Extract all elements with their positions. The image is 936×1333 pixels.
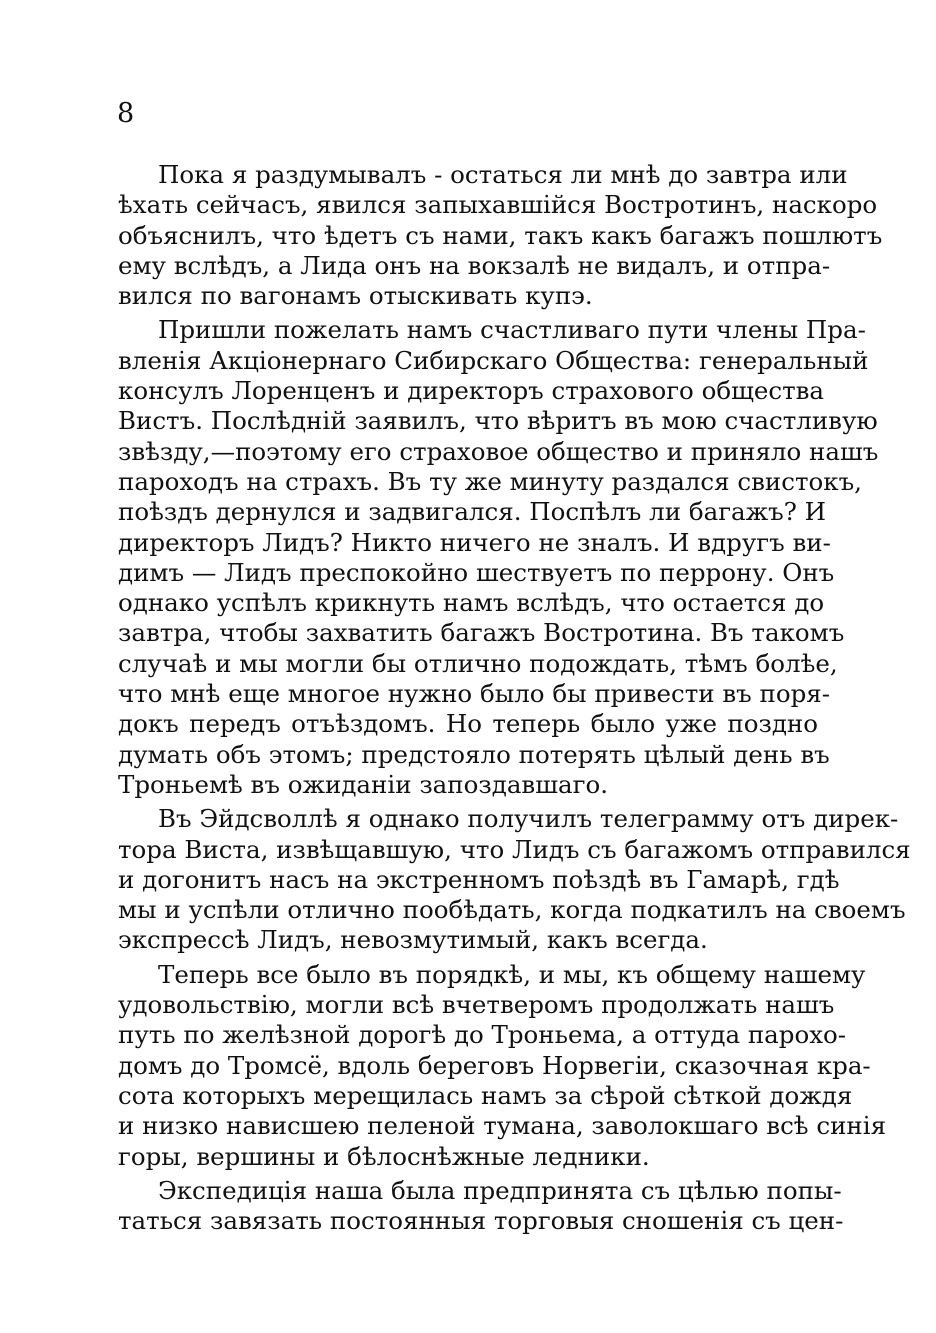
text-line: Пришли пожелать намъ счастливаго пути члены Пра- xyxy=(158,315,866,345)
text-line: таться завязать постоянныя торговыя сношенія съ цен- xyxy=(118,1206,844,1236)
text-line: Пока я раздумывалъ - остаться ли мнѣ до завтра или xyxy=(158,160,848,189)
text-line: Троньемѣ въ ожиданіи запоздавшаго. xyxy=(118,769,608,799)
text-line: сота которыхъ мерещилась намъ за сѣрой сѣткой дождя xyxy=(118,1080,853,1110)
text-line: Теперь все было въ порядкѣ, и мы, къ общему нашему xyxy=(158,959,866,989)
paragraph-1 xyxy=(118,160,883,311)
text-line: ѣхать сейчасъ, явился запыхавшійся Востротинъ, наскоро xyxy=(118,190,878,220)
paragraph-5 xyxy=(118,1175,844,1237)
text-line: Въ Эйдсволлѣ я однако получилъ телеграмму отъ дирек- xyxy=(158,804,899,834)
text-line: вился по вагонамъ отыскивать купэ. xyxy=(118,281,593,311)
text-line: ему вслѣдъ, а Лида онъ на вокзалѣ не видалъ, и отпра- xyxy=(118,250,831,280)
text-line: тора Виста, извѣщавшую, что Лидъ съ багажомъ отправился xyxy=(118,834,911,864)
text-line: удовольствію, могли всѣ вчетверомъ продолжать нашъ xyxy=(118,990,835,1020)
paragraph-3 xyxy=(118,804,911,955)
text-line: объяснилъ, что ѣдетъ съ нами, такъ какъ багажъ пошлютъ xyxy=(118,220,883,250)
text-line: случаѣ и мы могли бы отлично подождать, тѣмъ болѣе, xyxy=(118,648,838,678)
text-line: и низко нависшею пеленой тумана, заволокшаго всѣ синія xyxy=(118,1111,887,1141)
text-line: докъ передъ отъѣздомъ. Но теперь было уже поздно xyxy=(118,709,818,739)
page-number: 8 xyxy=(117,98,135,129)
text-line: поѣздъ дернулся и задвигался. Поспѣлъ ли багажъ? И xyxy=(118,497,827,527)
text-line: пароходъ на страхъ. Въ ту же минуту раздался свистокъ, xyxy=(118,466,862,496)
text-line: путь по желѣзной дорогѣ до Троньема, а оттуда парохо- xyxy=(118,1020,847,1050)
text-line: домъ до Тромсё, вдоль береговъ Норвегіи, сказочная кра- xyxy=(118,1050,871,1080)
text-line: директоръ Лидъ? Никто ничего не зналъ. И вдругъ ви- xyxy=(118,527,831,557)
text-line: звѣзду,—поэтому его страховое общество и приняло нашъ xyxy=(118,436,879,466)
paragraph-2 xyxy=(118,315,879,800)
text-line: экспрессѣ Лидъ, невозмутимый, какъ всегда. xyxy=(118,925,708,955)
text-line: вленія Акціонернаго Сибирскаго Общества: генеральный xyxy=(118,345,869,375)
text-line: что мнѣ еще многое нужно было бы привести въ поря- xyxy=(118,679,831,709)
text-line: горы, вершины и бѣлоснѣжные ледники. xyxy=(118,1141,650,1171)
text-line: Экспедиція наша была предпринята съ цѣлью попы- xyxy=(158,1175,842,1205)
paragraph-4 xyxy=(118,959,887,1172)
text-line: думать объ этомъ; предстояло потерять цѣлый день въ xyxy=(118,739,830,769)
text-line: димъ — Лидъ преспокойно шествуетъ по перрону. Онъ xyxy=(118,557,835,587)
body-text xyxy=(118,160,911,1236)
text-line: однако успѣлъ крикнуть намъ вслѣдъ, что остается до xyxy=(118,588,825,618)
text-line: завтра, чтобы захватить багажъ Востротина. Въ такомъ xyxy=(118,618,845,648)
text-line: консулъ Лоренценъ и директоръ страхового общества xyxy=(118,376,825,406)
text-line: и догонитъ насъ на экстренномъ поѣздѣ въ Гамарѣ, гдѣ xyxy=(118,864,840,894)
text-line: Вистъ. Послѣдній заявилъ, что вѣритъ въ мою счастливую xyxy=(118,406,878,436)
text-line: мы и успѣли отлично пообѣдать, когда подкатилъ на своемъ xyxy=(118,895,906,925)
